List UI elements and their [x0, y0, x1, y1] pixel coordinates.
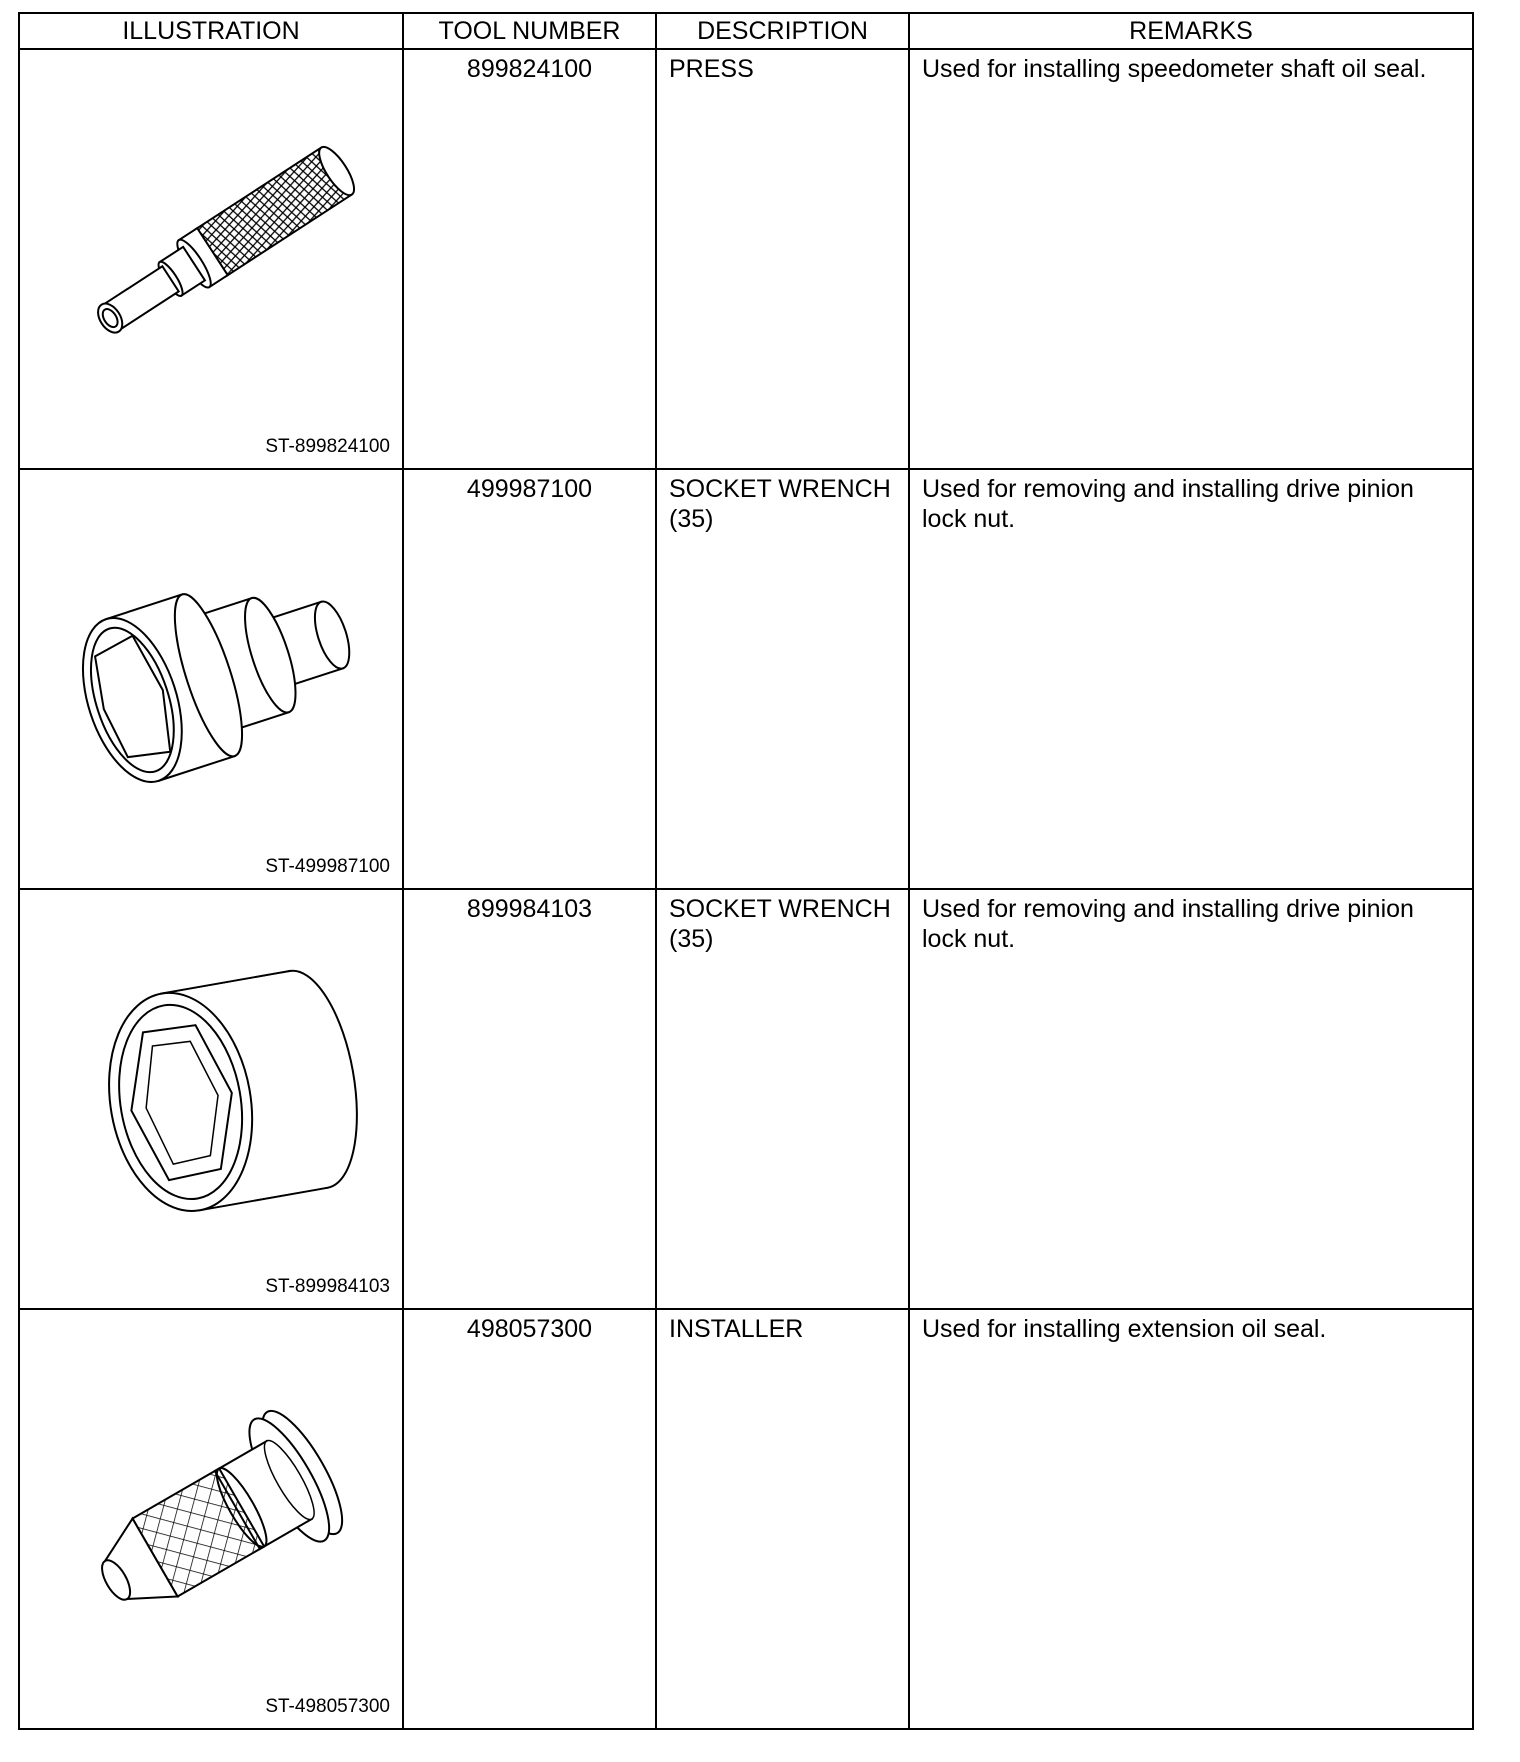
installer-tool-icon [50, 1350, 380, 1670]
remarks-line: Used for removing and installing drive pinion [922, 895, 1414, 923]
remarks [909, 49, 1473, 469]
illustration-code: ST-899824100 [265, 436, 390, 457]
socket-wrench-icon [50, 510, 380, 830]
remarks-line: Used for installing extension oil seal. [922, 1315, 1327, 1343]
description-line: (35) [669, 505, 714, 533]
illustration-cell [19, 1309, 403, 1729]
illustration-cell [19, 469, 403, 889]
table-row [19, 49, 1473, 469]
remarks-line: lock nut. [922, 505, 1016, 533]
header-row [19, 13, 1473, 49]
description-line: SOCKET WRENCH [669, 475, 891, 503]
header-description: DESCRIPTION [656, 13, 909, 49]
description [656, 889, 909, 1309]
header-remarks: REMARKS [909, 13, 1473, 49]
description [656, 469, 909, 889]
tool-number: 499987100 [403, 469, 656, 889]
special-tools-table [18, 12, 1474, 1730]
table-row [19, 469, 1473, 889]
remarks-line: lock nut. [922, 925, 1016, 953]
illustration-cell [19, 889, 403, 1309]
illustration-code: ST-899984103 [265, 1276, 390, 1297]
remarks [909, 889, 1473, 1309]
table-row [19, 1309, 1473, 1729]
tool-number: 899824100 [403, 49, 656, 469]
remarks [909, 1309, 1473, 1729]
header-illustration: ILLUSTRATION [19, 13, 403, 49]
tool-number: 498057300 [403, 1309, 656, 1729]
remarks-line: Used for installing speedometer shaft oil seal. [922, 55, 1427, 83]
header-tool-number: TOOL NUMBER [403, 13, 656, 49]
illustration-cell [19, 49, 403, 469]
tool-number: 899984103 [403, 889, 656, 1309]
description-line: (35) [669, 925, 714, 953]
illustration-code: ST-499987100 [265, 856, 390, 877]
table-row [19, 889, 1473, 1309]
description-line: INSTALLER [669, 1315, 804, 1343]
remarks [909, 469, 1473, 889]
special-tools-sheet [18, 12, 1472, 1730]
description [656, 1309, 909, 1729]
description [656, 49, 909, 469]
description-line: PRESS [669, 55, 754, 83]
hex-socket-icon [50, 930, 380, 1250]
remarks-line: Used for removing and installing drive pinion [922, 475, 1414, 503]
illustration-code: ST-498057300 [265, 1696, 390, 1717]
description-line: SOCKET WRENCH [669, 895, 891, 923]
press-tool-icon [50, 90, 380, 410]
